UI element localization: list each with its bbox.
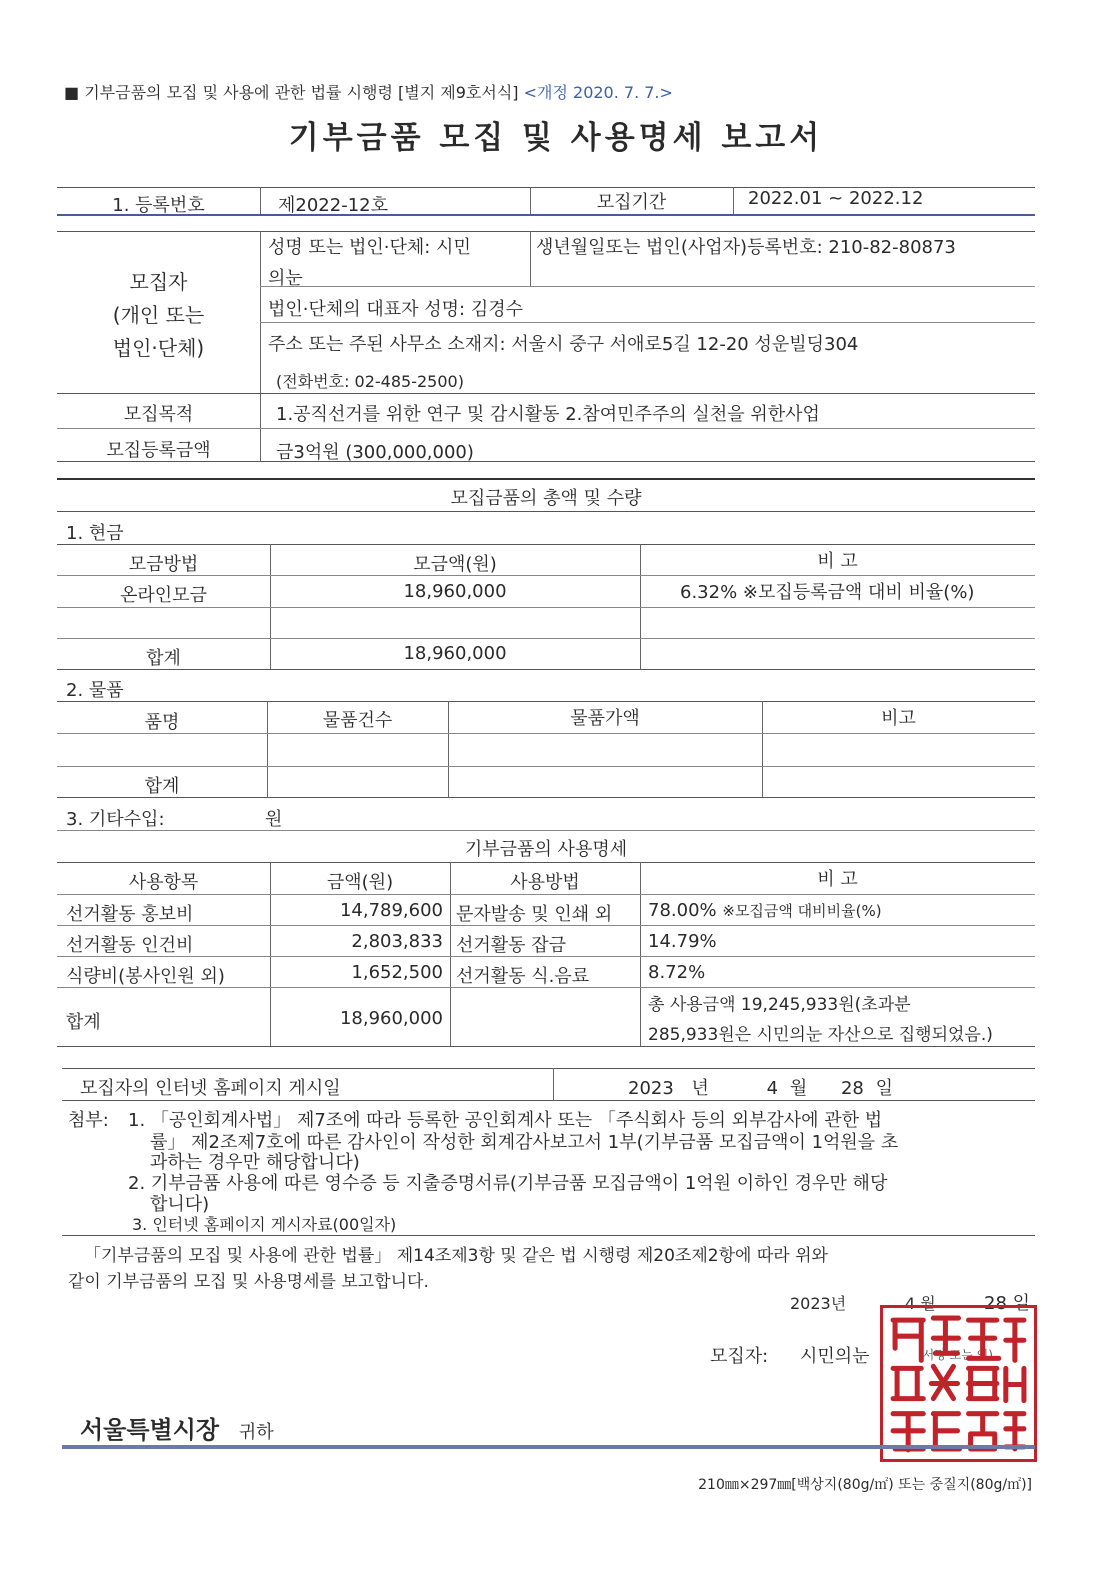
reg-amount-label: 모집등록금액 xyxy=(106,440,211,461)
usage-total-label: 합계 xyxy=(66,1012,101,1033)
usage-row-amount: 2,803,833 xyxy=(351,931,443,952)
collector-label-2: (개인 또는 xyxy=(112,303,205,327)
posting-year-unit: 년 xyxy=(691,1078,709,1099)
posting-day-unit: 일 xyxy=(875,1078,894,1099)
collector-label-3: 법인·단체) xyxy=(112,336,205,360)
cash-row-amount: 18,960,000 xyxy=(403,581,507,602)
attachment-2-line-1: 2. 기부금품 사용에 따른 영수증 등 지출증명서류(기부금품 모집금액이 1억원 이하인 경우만 해당 xyxy=(128,1173,888,1194)
attachment-1-line-2: 률」 제2조제7호에 따른 감사인이 작성한 회계감사보고서 1부(기부금품 모집금액이 1억원을 초 xyxy=(150,1132,899,1153)
usage-total-amount: 18,960,000 xyxy=(339,1008,443,1029)
reg-amount-value: 금3억원 (300,000,000) xyxy=(276,442,474,463)
signer-name: 시민의눈 xyxy=(800,1346,870,1367)
seal-pattern-icon xyxy=(883,1308,1034,1459)
usage-header-note: 비 고 xyxy=(817,869,858,890)
report-date-day: 28 일 xyxy=(984,1293,1031,1314)
purpose-value: 1.공직선거를 위한 연구 및 감시활동 2.참여민주주의 실천을 위한사업 xyxy=(276,404,820,425)
collector-address: 주소 또는 주된 사무소 소재지: 서울시 중구 서애로5길 12-20 성운빌딩304 xyxy=(268,334,859,355)
report-date-month: 4 월 xyxy=(905,1294,936,1313)
posting-day: 28 xyxy=(840,1078,864,1099)
usage-row-amount: 1,652,500 xyxy=(351,962,443,983)
sign-hint: (서명 또는 인) xyxy=(918,1348,993,1362)
goods-header-count: 물품건수 xyxy=(322,710,393,731)
usage-row-method: 선거활동 잡금 xyxy=(456,935,567,956)
official-seal-stamp xyxy=(880,1305,1037,1462)
usage-row-ratio: 8.72% xyxy=(648,962,706,983)
usage-section-title: 기부금품의 사용명세 xyxy=(464,839,628,860)
collector-phone: (전화번호: 02-485-2500) xyxy=(276,372,464,391)
attachment-1-line-3: 과하는 경우만 해당합니다) xyxy=(150,1152,360,1173)
usage-row-item: 선거활동 홍보비 xyxy=(66,904,194,925)
cash-header-amount: 모금액(원) xyxy=(413,554,497,575)
posting-date xyxy=(628,1074,893,1100)
usage-row-amount: 14,789,600 xyxy=(339,900,443,921)
posting-label: 모집자의 인터넷 홈페이지 게시일 xyxy=(80,1078,341,1099)
registration-label: 1. 등록번호 xyxy=(112,195,205,216)
posting-month: 4 xyxy=(766,1078,779,1099)
posting-year: 2023 xyxy=(628,1078,674,1099)
statement-line-1: 「기부금품의 모집 및 사용에 관한 법률」 제14조제3항 및 같은 법 시행령 제20조제2항에 따라 위와 xyxy=(84,1246,828,1266)
purpose-label: 모집목적 xyxy=(123,404,194,425)
collector-regno: 생년월일또는 법인(사업자)등록번호: 210-82-80873 xyxy=(536,237,956,258)
signer-label: 모집자: xyxy=(710,1346,769,1367)
form-reference xyxy=(64,80,673,103)
registration-number: 제2022-12호 xyxy=(278,195,388,216)
attachment-2-line-2: 합니다) xyxy=(150,1194,210,1215)
statement-line-2: 같이 기부금품의 모집 및 사용명세를 보고합니다. xyxy=(68,1272,429,1292)
usage-header-item: 사용항목 xyxy=(128,872,199,893)
period-label: 모집기간 xyxy=(596,192,667,213)
attachments-label: 첨부: xyxy=(68,1110,109,1131)
square-bullet-icon: ■ xyxy=(64,83,80,102)
cash-header-note: 비 고 xyxy=(817,551,858,572)
paper-spec: 210㎜×297㎜[백상지(80g/㎡) 또는 중질지(80g/㎡)] xyxy=(698,1477,1032,1493)
cash-heading: 1. 현금 xyxy=(66,523,124,544)
goods-header-value: 물품가액 xyxy=(570,708,640,729)
posting-month-unit: 월 xyxy=(789,1078,808,1099)
cash-total-value: 18,960,000 xyxy=(403,643,507,664)
other-income-unit: 원 xyxy=(265,809,283,830)
cash-header-method: 모금방법 xyxy=(128,554,199,575)
revision-note: <개정 2020. 7. 7.> xyxy=(523,83,673,102)
cash-total-label: 합계 xyxy=(146,648,181,669)
usage-row-method: 선거활동 식.음료 xyxy=(456,966,590,987)
cash-row-note: 6.32% ※모집등록금액 대비 비율(%) xyxy=(680,582,975,603)
usage-total-note-1: 총 사용금액 19,245,933원(초과분 xyxy=(648,995,911,1015)
usage-row-item: 선거활동 인건비 xyxy=(66,935,194,956)
recipient xyxy=(80,1410,274,1445)
recipient-honorific: 귀하 xyxy=(238,1422,274,1443)
goods-header-note: 비고 xyxy=(881,708,916,729)
usage-header-amount: 금액(원) xyxy=(326,872,394,893)
cash-row-method: 온라인모금 xyxy=(120,585,207,606)
collector-name-label: 성명 또는 법인·단체: 시민 xyxy=(268,237,471,258)
usage-row-item: 식량비(봉사인원 외) xyxy=(66,966,225,987)
usage-row-ratio-value: 78.00% xyxy=(648,900,717,921)
page-title: 기부금품 모집 및 사용명세 보고서 xyxy=(288,120,824,156)
attachment-1-line-1: 1. 「공인회계사법」 제7조에 따라 등록한 공인회계사 또는 「주식회사 등의 외부감사에 관한 법 xyxy=(128,1110,883,1131)
collector-representative: 법인·단체의 대표자 성명: 김경수 xyxy=(268,299,523,320)
report-date-year: 2023년 xyxy=(790,1294,847,1313)
usage-header-method: 사용방법 xyxy=(510,872,580,893)
period-value: 2022.01 ~ 2022.12 xyxy=(748,188,924,209)
other-income-label: 3. 기타수입: xyxy=(66,809,165,830)
collector-label-1: 모집자 xyxy=(129,270,188,294)
form-ref-text: 기부금품의 모집 및 사용에 관한 법률 시행령 [별지 제9호서식] xyxy=(84,83,519,102)
goods-header-name: 품명 xyxy=(144,712,180,733)
usage-row-ratio xyxy=(648,900,882,921)
goods-total-label: 합계 xyxy=(144,776,180,797)
totals-section-title: 모집금품의 총액 및 수량 xyxy=(450,488,642,509)
usage-total-note-2: 285,933원은 시민의눈 자산으로 집행되었음.) xyxy=(648,1025,993,1045)
goods-heading: 2. 물품 xyxy=(66,680,124,701)
attachment-3: 3. 인터넷 홈페이지 게시자료(00일자) xyxy=(132,1215,397,1234)
usage-row-ratio: 14.79% xyxy=(648,931,717,952)
recipient-name: 서울특별시장 xyxy=(80,1416,220,1444)
usage-row-ratio-note: ※모집금액 대비비율(%) xyxy=(722,902,882,920)
usage-row-method: 문자발송 및 인쇄 외 xyxy=(456,904,613,925)
collector-name-value: 의눈 xyxy=(268,268,303,289)
